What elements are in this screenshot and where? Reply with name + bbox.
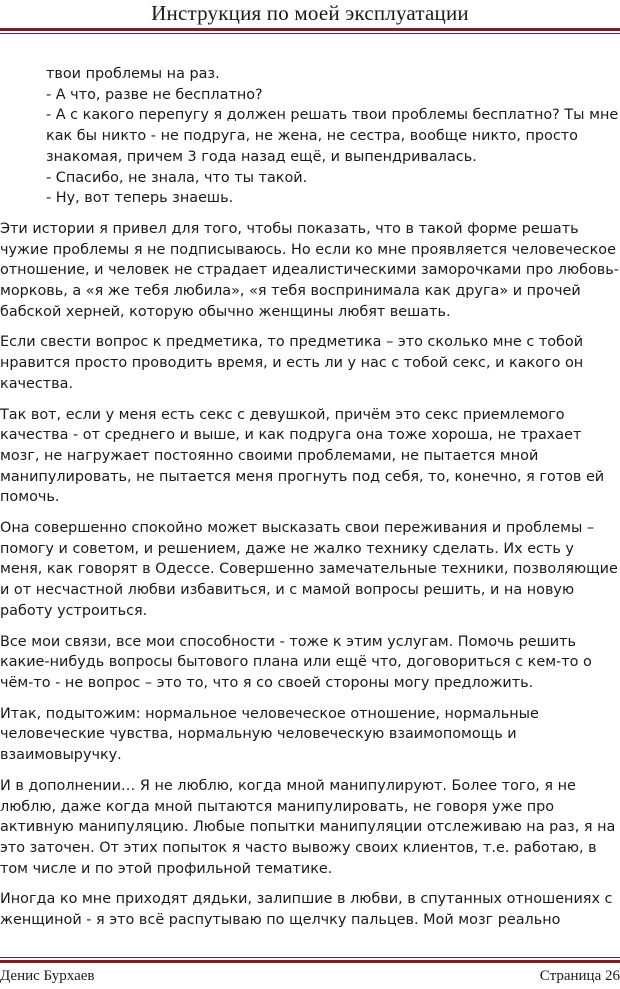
body-paragraph: Эти истории я привел для того, чтобы показать, что в такой форме решать чужие проблемы я не подписываюсь. Но если ко мне проявляется человеческое отношение, и человек не страдает идеалистическими заморочками про любовь-морковь, а «я же тебя любила», «я тебя воспринимала как друга» и прочей бабской херней, которую обычно женщины любят вешать. xyxy=(0,220,619,320)
dialog-line: - Ну, вот теперь знаешь. xyxy=(46,190,234,207)
body-paragraph: Она совершенно спокойно может высказать свои переживания и проблемы – помогу и советом, и решением, даже не жалко технику сделать. Их есть у меня, как говорят в Одессе. Совершенно замечательные техники, позволяющие и от несчастной любви избавиться, и с мамой вопросы решить, и на новую работу устроиться. xyxy=(0,520,618,619)
header-rule-thick xyxy=(0,28,620,31)
footer-rule-thick xyxy=(0,960,620,963)
body-paragraph: Если свести вопрос к предметика, то предметика – это сколько мне с тобой нравится просто проводить время, и есть ли у нас с тобой секс, и какого он качества. xyxy=(0,334,584,392)
body-paragraph: Так вот, если у меня есть секс с девушкой, причём это секс приемлемого качества - от среднего и выше, и как подруга она тоже хороша, не трахает мозг, не нагружает постоянно своими проблемами, не пытается мной манипулировать, не пытается меня прогнуть под себя, то, конечно, я готов ей помочь. xyxy=(0,406,605,506)
dialog-line: твои проблемы на раз. xyxy=(46,66,220,82)
header-rule-thin xyxy=(0,33,620,34)
body-paragraph: И в дополнении… Я не люблю, когда мной манипулируют. Более того, я не люблю, даже когда мной пытаются манипулировать, не говоря уже про активную манипуляцию. Любые попытки манипуляции отслеживаю на раз, я на это заточен. От этих попыток я часто вывожу своих клиентов, т.е. работаю, в том числе и по этой профильной тематике. xyxy=(0,777,616,877)
footer-author: Денис Бурхаев xyxy=(0,968,95,984)
footer-page-number: Страница 26 xyxy=(539,968,620,984)
body-paragraph: Все мои связи, все мои способности - тоже к этим услугам. Помочь решить какие-нибудь вопросы бытового плана или ещё что, договориться с кем-то о чём-то - не вопрос – это то, что я со своей стороны могу предложить. xyxy=(0,633,592,691)
dialog-block xyxy=(0,64,620,209)
dialog-line: - Спасибо, не знала, что ты такой. xyxy=(46,169,308,186)
body-paragraph: Иногда ко мне приходят дядьки, залипшие в любви, в спутанных отношениях с женщиной - я это всё распутываю по щелчку пальцев. Мой мозг реально xyxy=(0,891,613,929)
dialog-line: - А что, разве не бесплатно? xyxy=(46,86,263,103)
page-header-title: Инструкция по моей эксплуатации xyxy=(151,1,469,25)
footer-rule-thin xyxy=(0,957,620,958)
dialog-line: - А с какого перепугу я должен решать твои проблемы бесплатно? Ты мне как бы никто - не подруга, не жена, не сестра, вообще никто, просто знакомая, причем 3 года назад ещё, и выпендривалась. xyxy=(46,107,619,165)
body-paragraph: Итак, подытожим: нормальное человеческое отношение, нормальные человеческие чувства, нормальную человеческую взаимопомощь и взаимовыручку. xyxy=(0,705,539,764)
page-body xyxy=(0,64,620,941)
